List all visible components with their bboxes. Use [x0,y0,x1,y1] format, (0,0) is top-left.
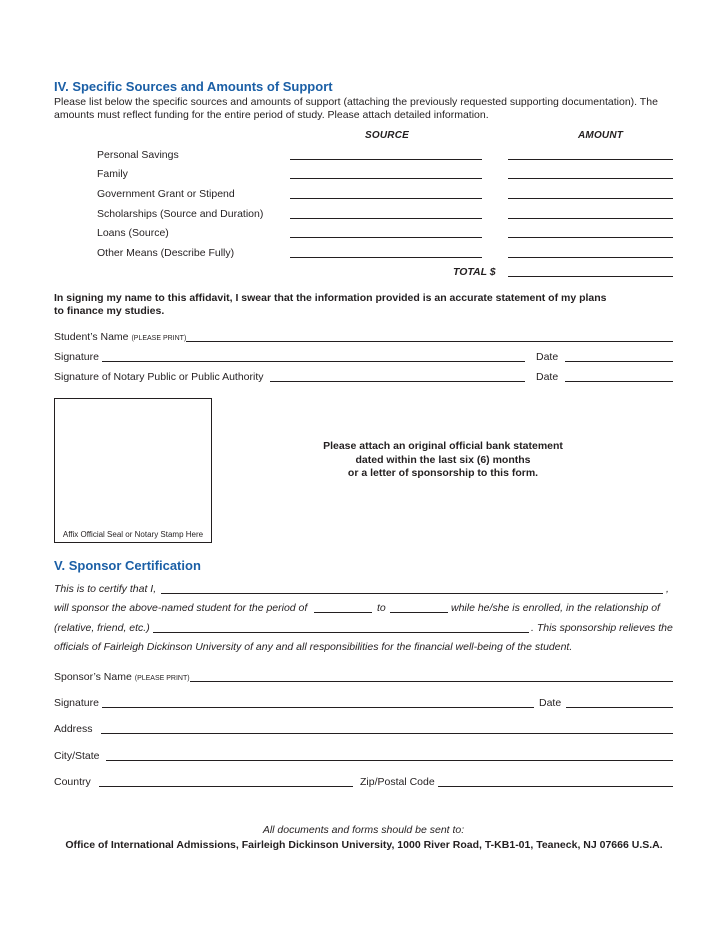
relieves-text: . This sponsorship relieves the [531,622,673,634]
section4-intro-line2: amounts must reflect funding for the entire period of study. Please attach detailed information. [54,109,489,121]
certify-comma: , [666,583,669,595]
certify-prefix: This is to certify that I, [54,583,157,595]
student-name-label: Student’s Name (PLEASE PRINT) [54,331,187,343]
sponsor-full-name-field[interactable] [161,593,663,594]
relationship-field[interactable] [153,632,529,633]
row-label: Family [97,168,128,180]
affidavit-statement-line2: to finance my studies. [54,305,165,317]
source-field[interactable] [290,159,482,160]
student-signature-field[interactable] [102,361,525,362]
section4-intro-line1: Please list below the specific sources and amounts of support (attaching the previously requested supporting documentation). The [54,96,658,108]
sponsor-name-field[interactable] [190,681,673,682]
total-amount-field[interactable] [508,276,673,277]
student-date-label: Date [536,351,559,363]
please-print-note: (PLEASE PRINT) [131,335,187,342]
sponsor-signature-field[interactable] [102,707,534,708]
notary-date-field[interactable] [565,381,673,382]
source-field[interactable] [290,237,482,238]
notary-seal-box [54,398,212,543]
office-address: Office of International Admissions, Fairleigh Dickinson University, 1000 River Road, T-KB1-01, Teaneck, NJ 07666 U.S.A. [65,839,663,851]
student-name-field[interactable] [186,341,673,342]
total-label: TOTAL $ [453,266,496,278]
city-state-label: City/State [54,750,100,762]
while-enrolled-text: while he/she is enrolled, in the relationship of [451,602,660,614]
source-field[interactable] [290,198,482,199]
sponsor-signature-label: Signature [54,697,99,709]
row-label: Scholarships (Source and Duration) [97,208,264,220]
notary-signature-label: Signature of Notary Public or Public Authority [54,371,264,383]
row-label: Other Means (Describe Fully) [97,247,235,259]
notary-signature-field[interactable] [270,381,525,382]
section5-title: V. Sponsor Certification [54,558,201,573]
seal-caption: Affix Official Seal or Notary Stamp Here [62,530,204,539]
sponsor-date-label: Date [539,697,562,709]
amount-field[interactable] [508,159,673,160]
country-label: Country [54,776,91,788]
zip-label: Zip/Postal Code [360,776,435,788]
officials-text: officials of Fairleigh Dickinson University of any and all responsibilities for the financial well-being of the student. [54,641,573,653]
address-label: Address [54,723,93,735]
bank-note-line2: dated within the last six (6) months [355,454,531,466]
section4-title: IV. Specific Sources and Amounts of Support [54,79,333,94]
sponsor-date-field[interactable] [566,707,673,708]
student-date-field[interactable] [565,361,673,362]
amount-field[interactable] [508,257,673,258]
period-end-field[interactable] [390,612,448,613]
city-state-field[interactable] [106,760,673,761]
amount-column-header: AMOUNT [578,130,624,141]
bank-note-line3: or a letter of sponsorship to this form. [347,467,539,479]
row-label: Personal Savings [97,149,179,161]
send-note: All documents and forms should be sent to: [262,824,465,836]
row-label: Loans (Source) [97,227,169,239]
notary-date-label: Date [536,371,559,383]
row-label: Government Grant or Stipend [97,188,235,200]
amount-field[interactable] [508,198,673,199]
affidavit-statement-line1: In signing my name to this affidavit, I swear that the information provided is an accurate statement of my plans [54,292,607,304]
zip-field[interactable] [438,786,673,787]
period-to-text: to [377,602,386,614]
period-start-field[interactable] [314,612,372,613]
source-field[interactable] [290,178,482,179]
amount-field[interactable] [508,218,673,219]
amount-field[interactable] [508,178,673,179]
please-print-note: (PLEASE PRINT) [134,675,190,682]
student-signature-label: Signature [54,351,99,363]
sponsor-period-text: will sponsor the above-named student for the period of [54,602,308,614]
sponsor-name-label: Sponsor’s Name (PLEASE PRINT) [54,671,190,683]
source-field[interactable] [290,218,482,219]
amount-field[interactable] [508,237,673,238]
address-field[interactable] [101,733,673,734]
country-field[interactable] [99,786,353,787]
relationship-hint: (relative, friend, etc.) [54,622,150,634]
source-field[interactable] [290,257,482,258]
source-column-header: SOURCE [365,130,409,141]
bank-note-line1: Please attach an original official bank statement [323,440,563,452]
